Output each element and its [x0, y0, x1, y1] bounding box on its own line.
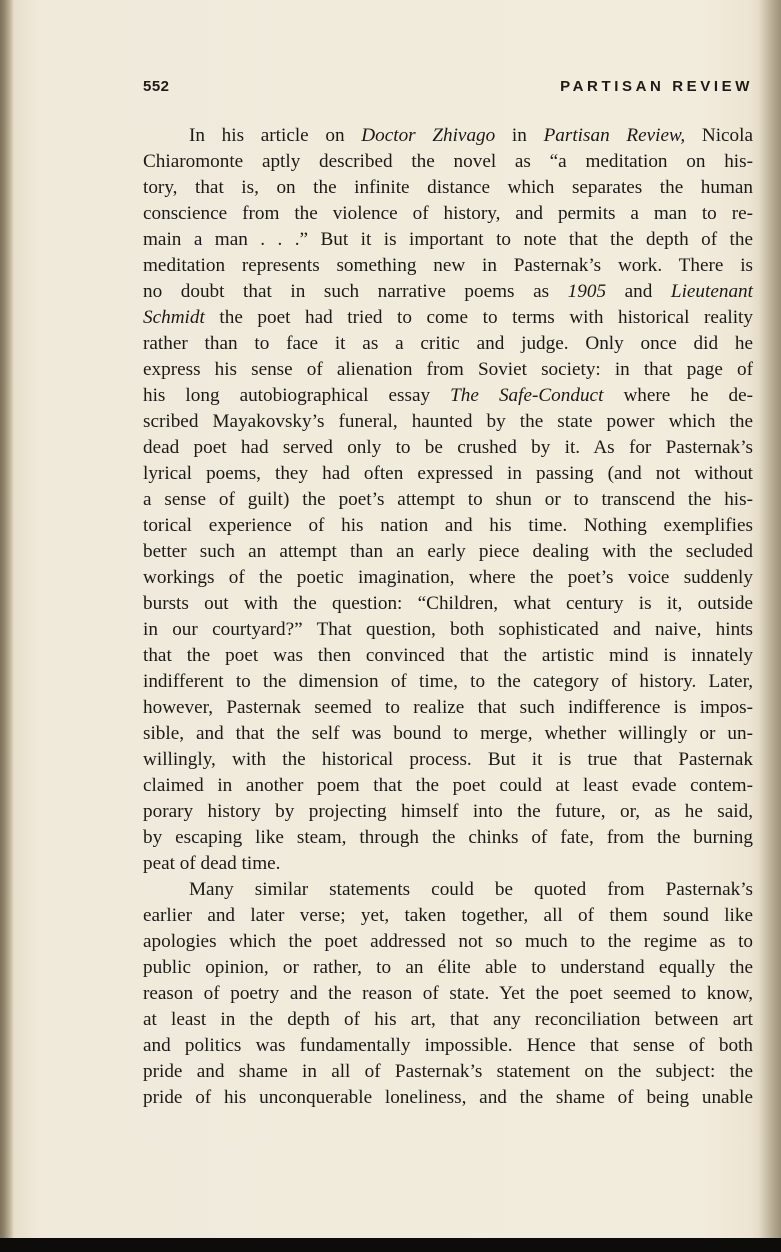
text-run: Chiaromonte aptly described the novel as “a meditation on his- — [143, 151, 753, 172]
text-run: by escaping like steam, through the chinks of fate, from the burning — [143, 827, 753, 848]
text-line — [143, 1085, 753, 1111]
text-run: dead poet had served only to be crushed by it. As for Pasternak’s — [143, 437, 753, 458]
text-run: apologies which the poet addressed not so much to the regime as to — [143, 931, 753, 952]
text-line — [143, 383, 753, 409]
text-run: in our courtyard?” That question, both sophisticated and naive, hints — [143, 619, 753, 640]
text-run: claimed in another poem that the poet could at least evade contem- — [143, 775, 753, 796]
text-line — [143, 773, 753, 799]
text-line — [143, 695, 753, 721]
italic-title: Schmidt — [143, 307, 205, 328]
text-run: express his sense of alienation from Soviet society: in that page of — [143, 359, 753, 380]
text-line — [143, 175, 753, 201]
text-line — [143, 279, 753, 305]
text-line — [143, 1059, 753, 1085]
text-run: Nicola — [685, 125, 753, 146]
text-run: lyrical poems, they had often expressed in passing (and not without — [143, 463, 753, 484]
page-edge-shadow — [759, 0, 781, 1252]
text-run: better such an attempt than an early piece dealing with the secluded — [143, 541, 753, 562]
text-line — [143, 227, 753, 253]
text-run: Many similar statements could be quoted from Pasternak’s — [189, 879, 753, 900]
text-run: torical experience of his nation and his time. Nothing exemplifies — [143, 515, 753, 536]
text-line — [143, 643, 753, 669]
scan-bottom-border — [0, 1238, 781, 1252]
text-run: and — [606, 281, 671, 302]
text-run: willingly, with the historical process. But it is true that Pasternak — [143, 749, 753, 770]
text-line — [143, 461, 753, 487]
text-run: a sense of guilt) the poet’s attempt to shun or to transcend the his- — [143, 489, 753, 510]
text-line — [143, 1007, 753, 1033]
text-line — [143, 331, 753, 357]
text-line — [143, 825, 753, 851]
text-run: that the poet was then convinced that the artistic mind is innately — [143, 645, 753, 666]
text-run: peat of dead time. — [143, 853, 281, 874]
page-number: 552 — [143, 78, 170, 95]
italic-title: The Safe-Conduct — [450, 385, 604, 406]
text-run: meditation represents something new in Pasternak’s work. There is — [143, 255, 753, 276]
text-line — [143, 903, 753, 929]
text-run: where he de- — [603, 385, 753, 406]
italic-title: Lieutenant — [670, 281, 753, 302]
text-line — [143, 929, 753, 955]
text-line — [143, 981, 753, 1007]
text-run: the poet had tried to come to terms with historical reality — [204, 307, 753, 328]
text-line — [143, 1033, 753, 1059]
text-line — [143, 747, 753, 773]
text-line — [143, 877, 753, 903]
text-line — [143, 123, 753, 149]
text-run: at least in the depth of his art, that any reconciliation between art — [143, 1009, 753, 1030]
running-head: PARTISAN REVIEW — [560, 78, 753, 95]
text-line — [143, 851, 753, 877]
text-line — [143, 799, 753, 825]
text-line — [143, 435, 753, 461]
text-run: indifferent to the dimension of time, to the category of history. Later, — [143, 671, 753, 692]
text-run: main a man . . .” But it is important to note that the depth of the — [143, 229, 753, 250]
binding-gutter-shadow — [0, 0, 14, 1252]
text-run: pride of his unconquerable loneliness, and the shame of being unable — [143, 1087, 753, 1108]
text-run: his long autobiographical essay — [143, 385, 451, 406]
text-run: pride and shame in all of Pasternak’s statement on the subject: the — [143, 1061, 753, 1082]
text-run: public opinion, or rather, to an élite able to understand equally the — [143, 957, 753, 978]
text-run: tory, that is, on the infinite distance which separates the human — [143, 177, 753, 198]
text-run: earlier and later verse; yet, taken together, all of them sound like — [143, 905, 753, 926]
text-run: in — [495, 125, 544, 146]
text-run: workings of the poetic imagination, where the poet’s voice suddenly — [143, 567, 753, 588]
text-run: however, Pasternak seemed to realize that such indifference is impos- — [143, 697, 753, 718]
text-line — [143, 201, 753, 227]
text-run: and politics was fundamentally impossible. Hence that sense of both — [143, 1035, 753, 1056]
text-line — [143, 565, 753, 591]
text-line — [143, 955, 753, 981]
text-line — [143, 409, 753, 435]
text-line — [143, 721, 753, 747]
text-run: sible, and that the self was bound to merge, whether willingly or un- — [143, 723, 753, 744]
text-run: no doubt that in such narrative poems as — [143, 281, 568, 302]
italic-title: Partisan Review, — [543, 125, 686, 146]
text-line — [143, 357, 753, 383]
text-line — [143, 253, 753, 279]
text-run: conscience from the violence of history, and permits a man to re- — [143, 203, 753, 224]
text-run: scribed Mayakovsky’s funeral, haunted by the state power which the — [143, 411, 753, 432]
text-line — [143, 487, 753, 513]
text-run: In his article on — [189, 125, 362, 146]
text-line — [143, 617, 753, 643]
text-line — [143, 149, 753, 175]
text-run: reason of poetry and the reason of state. Yet the poet seemed to know, — [143, 983, 753, 1004]
text-run: bursts out with the question: “Children, what century is it, outside — [143, 593, 753, 614]
italic-title: Doctor Zhivago — [361, 125, 496, 146]
text-line — [143, 669, 753, 695]
text-line — [143, 591, 753, 617]
page-header — [143, 78, 753, 102]
body-text — [143, 123, 753, 1111]
italic-title: 1905 — [567, 281, 607, 302]
text-line — [143, 513, 753, 539]
text-line — [143, 305, 753, 331]
text-run: porary history by projecting himself into the future, or, as he said, — [143, 801, 753, 822]
text-run: rather than to face it as a critic and judge. Only once did he — [143, 333, 753, 354]
text-line — [143, 539, 753, 565]
